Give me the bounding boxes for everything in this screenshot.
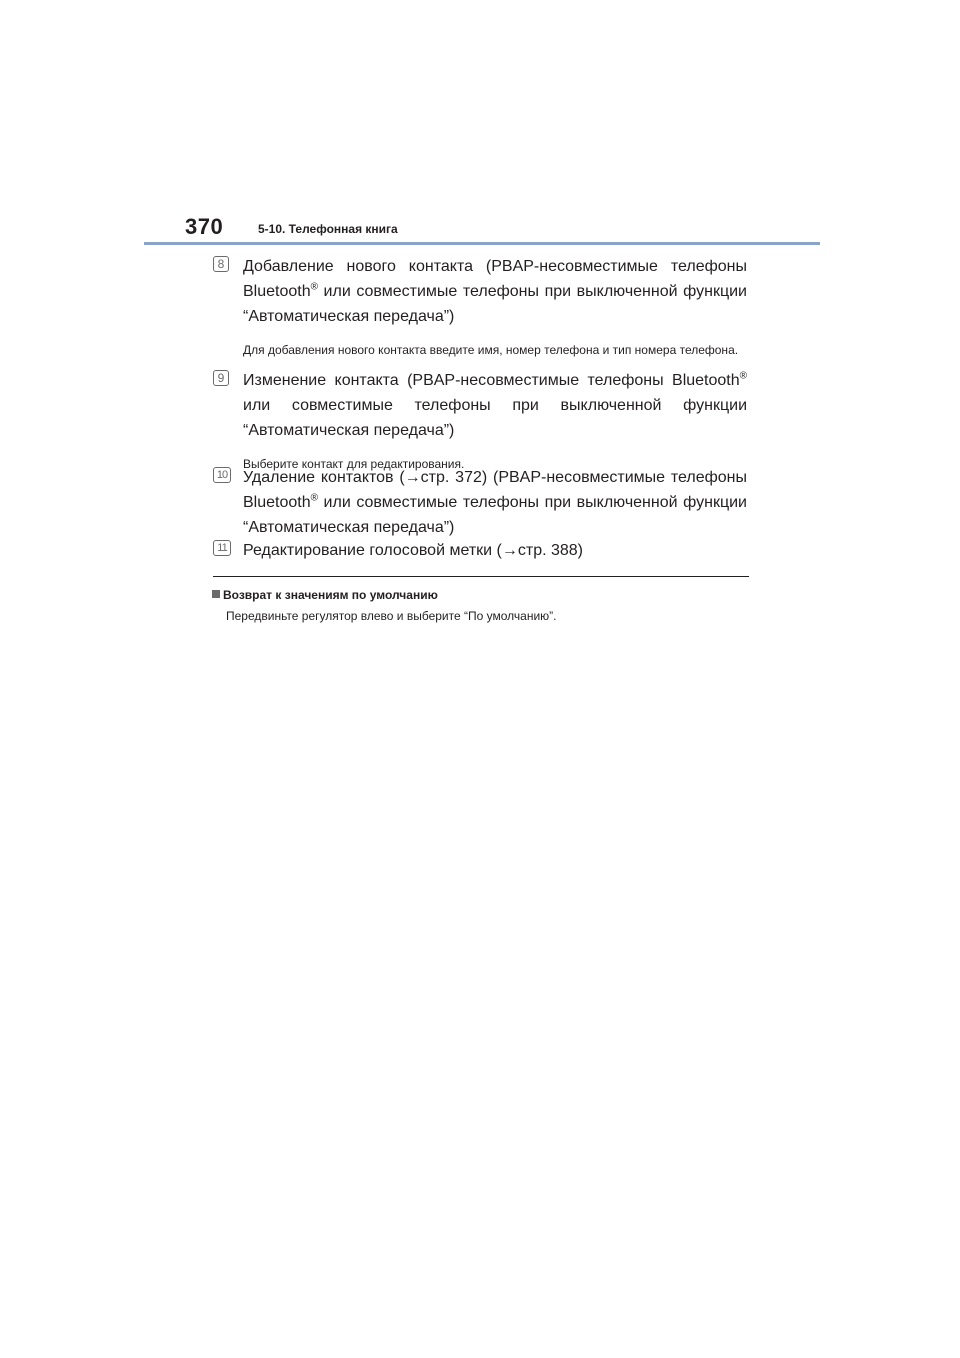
registered-mark: ® bbox=[739, 370, 747, 382]
item-title: Удаление контактов (→стр. 372) (PBAP-несовместимые телефоны Bluetooth® или совместимые телефоны при выключенной функции “Автоматическая передача”) bbox=[243, 469, 747, 536]
page-number: 370 bbox=[185, 214, 224, 239]
registered-mark: ® bbox=[310, 492, 318, 504]
section-title: 5-10. Телефонная книга bbox=[258, 222, 398, 236]
note-heading: Возврат к значениям по умолчанию bbox=[212, 588, 438, 602]
item-title: Изменение контакта (PBAP-несовместимые телефоны Bluetooth® или совместимые телефоны при выключенной функции “Автоматическая передача”) bbox=[243, 370, 747, 439]
note-text: Передвиньте регулятор влево и выберите “По умолчанию”. bbox=[226, 609, 557, 623]
header-rule bbox=[144, 242, 820, 245]
number-11-icon: 11 bbox=[213, 540, 231, 556]
number-8-icon: 8 bbox=[213, 256, 229, 272]
item-description: Выберите контакт для редактирования. bbox=[243, 457, 465, 471]
registered-mark: ® bbox=[310, 281, 318, 293]
square-bullet-icon bbox=[212, 590, 220, 598]
item-title: Редактирование голосовой метки (→стр. 388) bbox=[243, 542, 583, 559]
list-item bbox=[213, 465, 747, 540]
item-title: Добавление нового контакта (PBAP-несовместимые телефоны Bluetooth® или совместимые телефоны при выключенной функции “Автоматическая передача”) bbox=[243, 258, 747, 325]
list-item bbox=[213, 254, 747, 360]
number-10-icon: 10 bbox=[213, 467, 231, 483]
item-description: Для добавления нового контакта введите имя, номер телефона и тип номера телефона. bbox=[243, 343, 739, 357]
note-divider bbox=[213, 576, 749, 577]
list-item bbox=[213, 538, 747, 563]
list-item bbox=[213, 368, 747, 474]
number-9-icon: 9 bbox=[213, 370, 229, 386]
